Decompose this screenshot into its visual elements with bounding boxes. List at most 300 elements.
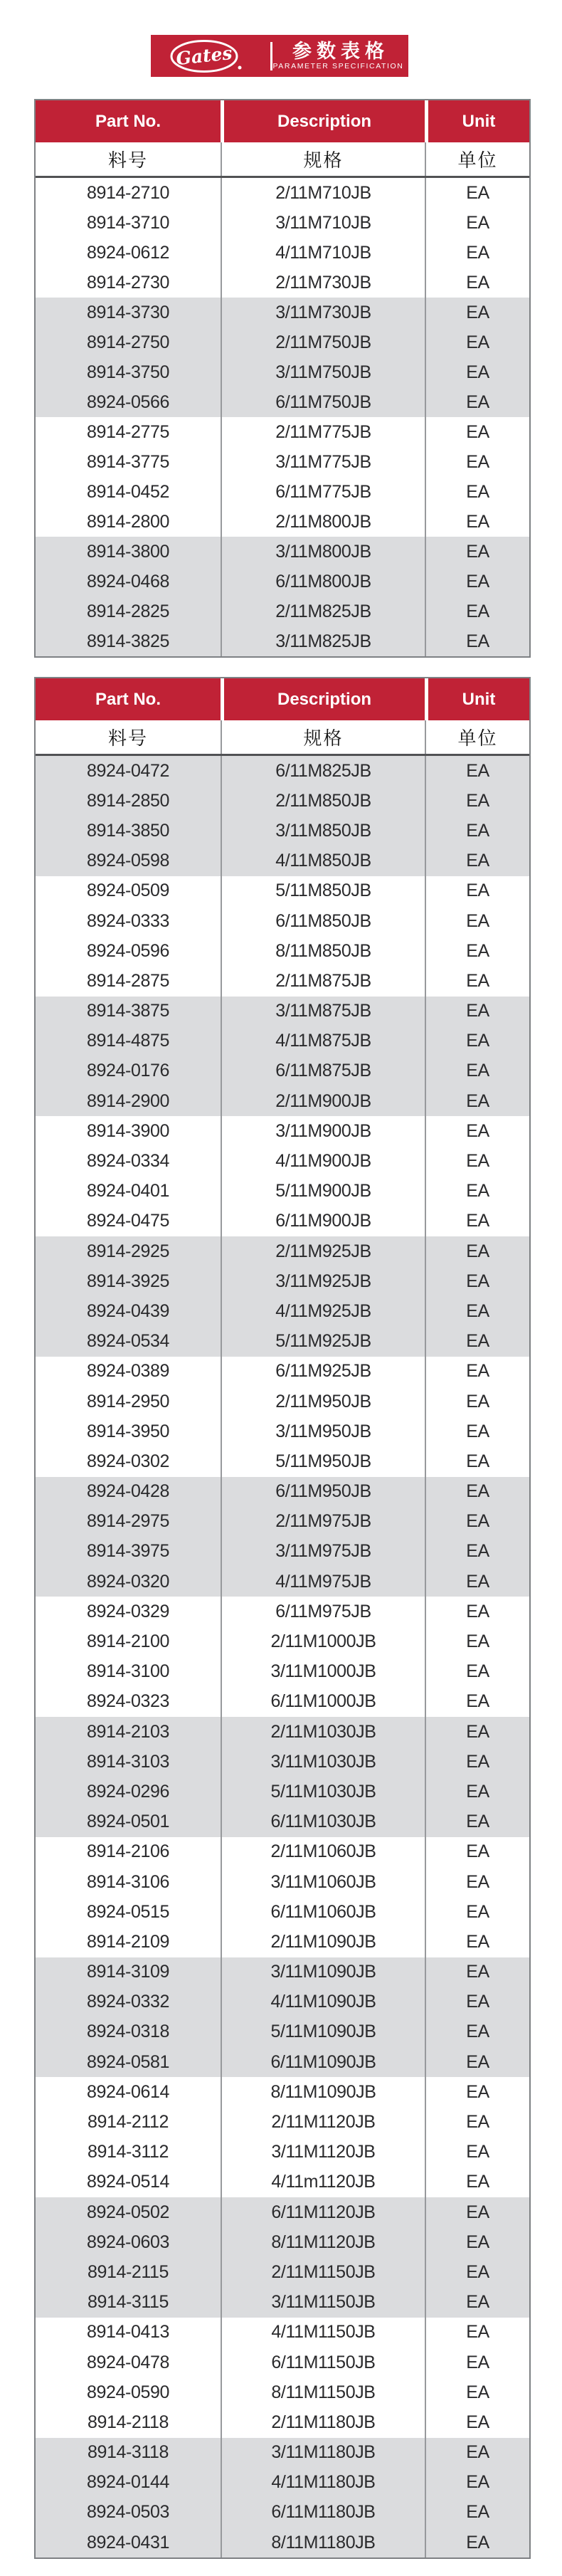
- description-cell: 2/11M1150JB: [221, 2257, 425, 2287]
- part-no-cell: 8924-0534: [36, 1327, 221, 1357]
- table-body: [36, 178, 529, 656]
- table-row: [36, 1897, 529, 1927]
- description-cell: 3/11M1090JB: [221, 1957, 425, 1987]
- table-row: [36, 1116, 529, 1146]
- table-row: [36, 846, 529, 876]
- table-row: [36, 298, 529, 327]
- part-no-cell: 8914-2750: [36, 327, 221, 357]
- description-cell: 3/11M1000JB: [221, 1657, 425, 1687]
- description-cell: 5/11M925JB: [221, 1327, 425, 1357]
- unit-cell: EA: [425, 1957, 529, 1987]
- unit-cell: EA: [425, 387, 529, 417]
- description-cell: 3/11M775JB: [221, 447, 425, 477]
- part-no-cell: 8924-0431: [36, 2528, 221, 2557]
- unit-cell: EA: [425, 786, 529, 816]
- table-row: [36, 537, 529, 567]
- part-no-cell: 8924-0323: [87, 1691, 169, 1712]
- part-no-cell: 8914-2950: [87, 1391, 169, 1411]
- table-row: [36, 1747, 529, 1777]
- part-no-cell: 8924-0333: [87, 910, 169, 931]
- description-cell: 3/11M800JB: [221, 537, 425, 567]
- part-no-cell: 8914-3100: [87, 1661, 169, 1682]
- unit-cell: EA: [425, 906, 529, 936]
- part-no-cell: 8924-0581: [36, 2047, 221, 2077]
- unit-cell: EA: [425, 1146, 529, 1176]
- part-no-cell: 8914-3950: [87, 1421, 169, 1441]
- description-cell: 3/11M710JB: [221, 208, 425, 238]
- description-cell: 3/11M730JB: [221, 298, 425, 327]
- part-no-cell: 8914-3925: [36, 1266, 221, 1296]
- part-no-cell: 8914-3825: [36, 626, 221, 656]
- description-cell: 2/11M800JB: [221, 507, 425, 537]
- table-row: [36, 1416, 529, 1446]
- description-cell: 2/11M1090JB: [221, 1927, 425, 1957]
- part-no-cell: 8914-3106: [87, 1871, 169, 1892]
- table-row: [36, 2257, 529, 2287]
- unit-cell: EA: [425, 1597, 529, 1626]
- unit-cell: EA: [425, 298, 529, 327]
- description-cell: 2/11M975JB: [221, 1507, 425, 1537]
- table-row: [36, 596, 529, 626]
- description-cell: 6/11M950JB: [221, 1477, 425, 1507]
- description-cell: 6/11M750JB: [221, 387, 425, 417]
- part-no-cell: 8924-0612: [87, 242, 169, 263]
- table-row: [36, 1296, 529, 1326]
- description-cell: 4/11M1090JB: [221, 1987, 425, 2017]
- part-no-cell: 8924-0472: [36, 756, 221, 786]
- part-no-cell: 8914-3800: [36, 537, 221, 567]
- description-cell: 2/11M1030JB: [221, 1717, 425, 1747]
- part-no-cell: 8924-0329: [87, 1601, 169, 1621]
- table-row: [36, 966, 529, 996]
- table-row: [36, 2107, 529, 2137]
- unit-cell: EA: [425, 2318, 529, 2348]
- unit-cell: EA: [425, 2017, 529, 2047]
- table-row: [36, 1957, 529, 1987]
- unit-cell: EA: [425, 2107, 529, 2137]
- unit-cell: EA: [425, 1987, 529, 2017]
- table-row: [36, 1987, 529, 2017]
- unit-cell: EA: [425, 1387, 529, 1416]
- table-subheader-row: [36, 720, 529, 756]
- unit-cell: EA: [425, 2407, 529, 2437]
- table-row: [36, 238, 529, 268]
- table-row: [36, 567, 529, 596]
- table-row: [36, 1056, 529, 1086]
- table-row: [36, 2288, 529, 2318]
- table-row: [36, 876, 529, 906]
- unit-cell: EA: [425, 477, 529, 507]
- unit-cell: EA: [425, 846, 529, 876]
- table-row: [36, 2498, 529, 2528]
- table-row: [36, 906, 529, 936]
- unit-cell: EA: [425, 2498, 529, 2528]
- description-cell: 5/11M950JB: [221, 1446, 425, 1476]
- unit-cell: EA: [425, 876, 529, 906]
- description-cell: 2/11M730JB: [221, 268, 425, 298]
- description-cell: 3/11M900JB: [221, 1116, 425, 1146]
- table-row: [36, 2017, 529, 2047]
- table-row: [36, 2438, 529, 2468]
- unit-cell: EA: [425, 2167, 529, 2197]
- unit-cell: EA: [425, 2288, 529, 2318]
- part-no-cell: 8914-2800: [87, 511, 169, 532]
- part-no-cell: 8924-0389: [87, 1361, 169, 1382]
- description-cell: 3/11M950JB: [221, 1416, 425, 1446]
- description-cell: 8/11M1090JB: [221, 2077, 425, 2107]
- unit-cell: EA: [425, 966, 529, 996]
- unit-cell: EA: [425, 537, 529, 567]
- unit-cell: EA: [425, 1116, 529, 1146]
- unit-cell: EA: [425, 816, 529, 846]
- part-no-cell: 8924-0598: [36, 846, 221, 876]
- table-row: [36, 1206, 529, 1236]
- part-no-cell: 8914-2775: [87, 421, 169, 442]
- description-cell: 6/11M850JB: [221, 906, 425, 936]
- part-no-cell: 8924-0514: [87, 2172, 169, 2192]
- description-cell: 2/11M750JB: [221, 327, 425, 357]
- table-row: [36, 268, 529, 298]
- description-cell: 6/11M1090JB: [221, 2047, 425, 2077]
- unit-cell: EA: [425, 1327, 529, 1357]
- description-cell: 2/11M1180JB: [221, 2407, 425, 2437]
- table-row: [36, 2227, 529, 2257]
- part-no-cell: 8924-0302: [87, 1451, 169, 1471]
- part-no-cell: 8924-0614: [87, 2081, 169, 2102]
- part-no-cell: 8914-3115: [36, 2288, 221, 2318]
- table-row: [36, 1567, 529, 1597]
- table-row: [36, 997, 529, 1026]
- part-no-cell: 8914-3975: [36, 1537, 221, 1567]
- table-row: [36, 2468, 529, 2498]
- part-no-cell: 8924-0590: [87, 2382, 169, 2402]
- description-cell: 5/11M850JB: [221, 876, 425, 906]
- table-row: [36, 786, 529, 816]
- table-row: [36, 1086, 529, 1116]
- part-no-cell: 8924-0144: [36, 2468, 221, 2498]
- description-cell: 8/11M850JB: [221, 936, 425, 966]
- svg-text:Gates: Gates: [175, 42, 233, 69]
- part-no-cell: 8924-0401: [87, 1181, 169, 1202]
- table-row: [36, 2528, 529, 2557]
- table-row: [36, 1687, 529, 1717]
- unit-cell: EA: [425, 1296, 529, 1326]
- part-no-cell: 8914-0413: [87, 2322, 169, 2343]
- description-cell: 3/11M1180JB: [221, 2438, 425, 2468]
- table-row: [36, 1026, 529, 1056]
- description-cell: 5/11M900JB: [221, 1177, 425, 1206]
- part-no-cell: 8924-0478: [87, 2352, 169, 2372]
- column-header-part-no: Part No.: [36, 678, 221, 720]
- unit-cell: EA: [425, 756, 529, 786]
- description-cell: 6/11M1060JB: [221, 1897, 425, 1927]
- table-row: [36, 1537, 529, 1567]
- part-no-cell: 8924-0318: [36, 2017, 221, 2047]
- description-cell: 4/11m1120JB: [221, 2167, 425, 2197]
- part-no-cell: 8914-2975: [36, 1507, 221, 1537]
- unit-cell: EA: [425, 447, 529, 477]
- unit-cell: EA: [425, 1867, 529, 1897]
- description-cell: 8/11M1120JB: [221, 2227, 425, 2257]
- description-cell: 4/11M850JB: [221, 846, 425, 876]
- table-row: [36, 1446, 529, 1476]
- table-row: [36, 417, 529, 447]
- part-no-cell: 8914-2115: [36, 2257, 221, 2287]
- part-no-cell: 8924-0566: [36, 387, 221, 417]
- unit-cell: EA: [425, 1747, 529, 1777]
- unit-cell: EA: [425, 2138, 529, 2167]
- banner-title: 参数表格: [292, 41, 389, 62]
- description-cell: 3/11M1030JB: [221, 1747, 425, 1777]
- brand-banner: [151, 35, 408, 77]
- part-no-cell: 8924-0502: [36, 2197, 221, 2227]
- unit-cell: EA: [425, 997, 529, 1026]
- unit-cell: EA: [425, 1687, 529, 1717]
- description-cell: 4/11M925JB: [221, 1296, 425, 1326]
- part-no-cell: 8914-2925: [36, 1236, 221, 1266]
- part-no-cell: 8924-0509: [87, 880, 169, 901]
- unit-cell: EA: [425, 2377, 529, 2407]
- description-cell: 2/11M925JB: [221, 1236, 425, 1266]
- table-row: [36, 1477, 529, 1507]
- description-cell: 3/11M1150JB: [221, 2288, 425, 2318]
- unit-cell: EA: [425, 2348, 529, 2377]
- description-cell: 6/11M1180JB: [221, 2498, 425, 2528]
- part-no-cell: 8924-0176: [36, 1056, 221, 1086]
- table-row: [36, 1177, 529, 1206]
- table-row: [36, 178, 529, 208]
- unit-cell: EA: [425, 596, 529, 626]
- table-row: [36, 756, 529, 786]
- description-cell: 6/11M775JB: [221, 477, 425, 507]
- table-row: [36, 327, 529, 357]
- table-row: [36, 626, 529, 656]
- description-cell: 5/11M1090JB: [221, 2017, 425, 2047]
- unit-cell: EA: [425, 1567, 529, 1597]
- description-cell: 3/11M875JB: [221, 997, 425, 1026]
- table-row: [36, 1867, 529, 1897]
- description-cell: 3/11M750JB: [221, 357, 425, 387]
- description-cell: 2/11M1000JB: [221, 1626, 425, 1656]
- table-row: [36, 1236, 529, 1266]
- table-row: [36, 387, 529, 417]
- table-row: [36, 1927, 529, 1957]
- unit-cell: EA: [425, 567, 529, 596]
- description-cell: 2/11M900JB: [221, 1086, 425, 1116]
- part-no-cell: 8914-2825: [36, 596, 221, 626]
- part-no-cell: 8914-3710: [87, 212, 169, 233]
- description-cell: 4/11M975JB: [221, 1567, 425, 1597]
- table-row: [36, 2167, 529, 2197]
- gates-logo-icon: [169, 38, 243, 74]
- unit-cell: EA: [425, 1056, 529, 1086]
- unit-cell: EA: [425, 1657, 529, 1687]
- description-cell: 3/11M850JB: [221, 816, 425, 846]
- description-cell: 2/11M710JB: [221, 178, 425, 208]
- banner-text: [272, 41, 408, 71]
- unit-cell: EA: [425, 327, 529, 357]
- description-cell: 3/11M925JB: [221, 1266, 425, 1296]
- description-cell: 2/11M775JB: [221, 417, 425, 447]
- unit-cell: EA: [425, 1206, 529, 1236]
- part-no-cell: 8914-3118: [36, 2438, 221, 2468]
- spec-table-1: [34, 99, 531, 658]
- part-no-cell: 8914-2118: [87, 2412, 169, 2432]
- unit-cell: EA: [425, 1927, 529, 1957]
- description-cell: 2/11M950JB: [221, 1387, 425, 1416]
- part-no-cell: 8914-2710: [87, 182, 169, 203]
- unit-cell: EA: [425, 1026, 529, 1056]
- description-cell: 2/11M825JB: [221, 596, 425, 626]
- unit-cell: EA: [425, 1446, 529, 1476]
- description-cell: 6/11M900JB: [221, 1206, 425, 1236]
- table-row: [36, 936, 529, 966]
- column-header-unit: Unit: [425, 100, 529, 142]
- part-no-cell: 8914-3850: [36, 816, 221, 846]
- column-header-description: Description: [221, 678, 425, 720]
- unit-cell: EA: [425, 417, 529, 447]
- unit-cell: EA: [425, 1897, 529, 1927]
- table-row: [36, 507, 529, 537]
- table-row: [36, 1837, 529, 1867]
- part-no-cell: 8924-0320: [36, 1567, 221, 1597]
- table-row: [36, 1807, 529, 1837]
- table-row: [36, 2348, 529, 2377]
- unit-cell: EA: [425, 1837, 529, 1867]
- unit-cell: EA: [425, 1626, 529, 1656]
- description-cell: 4/11M875JB: [221, 1026, 425, 1056]
- description-cell: 2/11M875JB: [221, 966, 425, 996]
- table-body: [36, 756, 529, 2557]
- unit-cell: EA: [425, 1507, 529, 1537]
- part-no-cell: 8914-2112: [87, 2112, 169, 2133]
- unit-cell: EA: [425, 1537, 529, 1567]
- unit-cell: EA: [425, 1717, 529, 1747]
- description-cell: 2/11M1120JB: [221, 2107, 425, 2137]
- unit-cell: EA: [425, 507, 529, 537]
- table-row: [36, 1626, 529, 1656]
- description-cell: 6/11M800JB: [221, 567, 425, 596]
- unit-cell: EA: [425, 178, 529, 208]
- unit-cell: EA: [425, 2257, 529, 2287]
- table-row: [36, 1777, 529, 1807]
- part-no-cell: 8914-3112: [87, 2142, 169, 2162]
- description-cell: 8/11M1180JB: [221, 2528, 425, 2557]
- part-no-cell: 8914-2900: [36, 1086, 221, 1116]
- unit-cell: EA: [425, 1777, 529, 1807]
- unit-cell: EA: [425, 2468, 529, 2498]
- part-no-cell: 8914-2875: [87, 970, 169, 991]
- column-header-unit: Unit: [425, 678, 529, 720]
- subheader-description: 规格: [221, 720, 425, 754]
- table-row: [36, 1266, 529, 1296]
- part-no-cell: 8914-2103: [36, 1717, 221, 1747]
- description-cell: 2/11M1060JB: [221, 1837, 425, 1867]
- part-no-cell: 8924-0468: [36, 567, 221, 596]
- description-cell: 4/11M900JB: [221, 1146, 425, 1176]
- part-no-cell: 8914-3109: [36, 1957, 221, 1987]
- spec-table-2: [34, 677, 531, 2559]
- table-row: [36, 2407, 529, 2437]
- description-cell: 8/11M1150JB: [221, 2377, 425, 2407]
- part-no-cell: 8924-0439: [36, 1296, 221, 1326]
- part-no-cell: 8914-4875: [36, 1026, 221, 1056]
- table-row: [36, 1597, 529, 1626]
- part-no-cell: 8924-0603: [36, 2227, 221, 2257]
- description-cell: 4/11M1150JB: [221, 2318, 425, 2348]
- description-cell: 6/11M875JB: [221, 1056, 425, 1086]
- unit-cell: EA: [425, 2528, 529, 2557]
- part-no-cell: 8924-0515: [87, 1901, 169, 1922]
- subheader-part-no: 料号: [107, 727, 148, 749]
- part-no-cell: 8914-0452: [87, 481, 169, 502]
- table-row: [36, 1507, 529, 1537]
- table-row: [36, 1657, 529, 1687]
- unit-cell: EA: [425, 208, 529, 238]
- unit-cell: EA: [425, 1177, 529, 1206]
- unit-cell: EA: [425, 2438, 529, 2468]
- description-cell: 6/11M1000JB: [221, 1687, 425, 1717]
- table-row: [36, 1327, 529, 1357]
- description-cell: 6/11M925JB: [221, 1357, 425, 1387]
- table-row: [36, 1146, 529, 1176]
- description-cell: 3/11M1120JB: [221, 2138, 425, 2167]
- table-row: [36, 2138, 529, 2167]
- table-row: [36, 1357, 529, 1387]
- table-row: [36, 2318, 529, 2348]
- unit-cell: EA: [425, 1236, 529, 1266]
- part-no-cell: 8914-2100: [87, 1631, 169, 1652]
- unit-cell: EA: [425, 2047, 529, 2077]
- part-no-cell: 8914-3730: [36, 298, 221, 327]
- part-no-cell: 8924-0475: [87, 1211, 169, 1231]
- part-no-cell: 8914-3775: [87, 451, 169, 472]
- unit-cell: EA: [425, 626, 529, 656]
- part-no-cell: 8914-3900: [87, 1120, 169, 1141]
- part-no-cell: 8914-3875: [36, 997, 221, 1026]
- description-cell: 6/11M1150JB: [221, 2348, 425, 2377]
- table-row: [36, 2377, 529, 2407]
- column-header-description: Description: [221, 100, 425, 142]
- part-no-cell: 8914-2730: [87, 272, 169, 293]
- description-cell: 5/11M1030JB: [221, 1777, 425, 1807]
- subheader-unit: 单位: [425, 142, 529, 176]
- description-cell: 3/11M975JB: [221, 1537, 425, 1567]
- description-cell: 4/11M1180JB: [221, 2468, 425, 2498]
- description-cell: 6/11M1030JB: [221, 1807, 425, 1837]
- description-cell: 6/11M1120JB: [221, 2197, 425, 2227]
- unit-cell: EA: [425, 268, 529, 298]
- part-no-cell: 8914-3750: [36, 357, 221, 387]
- unit-cell: EA: [425, 1477, 529, 1507]
- unit-cell: EA: [425, 1807, 529, 1837]
- table-row: [36, 208, 529, 238]
- table-row: [36, 2197, 529, 2227]
- unit-cell: EA: [425, 1357, 529, 1387]
- description-cell: 3/11M1060JB: [221, 1867, 425, 1897]
- table-row: [36, 816, 529, 846]
- part-no-cell: 8914-2850: [36, 786, 221, 816]
- part-no-cell: 8924-0503: [36, 2498, 221, 2528]
- description-cell: 4/11M710JB: [221, 238, 425, 268]
- part-no-cell: 8924-0428: [36, 1477, 221, 1507]
- subheader-description: 规格: [221, 142, 425, 176]
- unit-cell: EA: [425, 1086, 529, 1116]
- description-cell: 3/11M825JB: [221, 626, 425, 656]
- unit-cell: EA: [425, 1266, 529, 1296]
- part-no-cell: 8914-3103: [36, 1747, 221, 1777]
- banner-subtitle: PARAMETER SPECIFICATION: [272, 62, 404, 70]
